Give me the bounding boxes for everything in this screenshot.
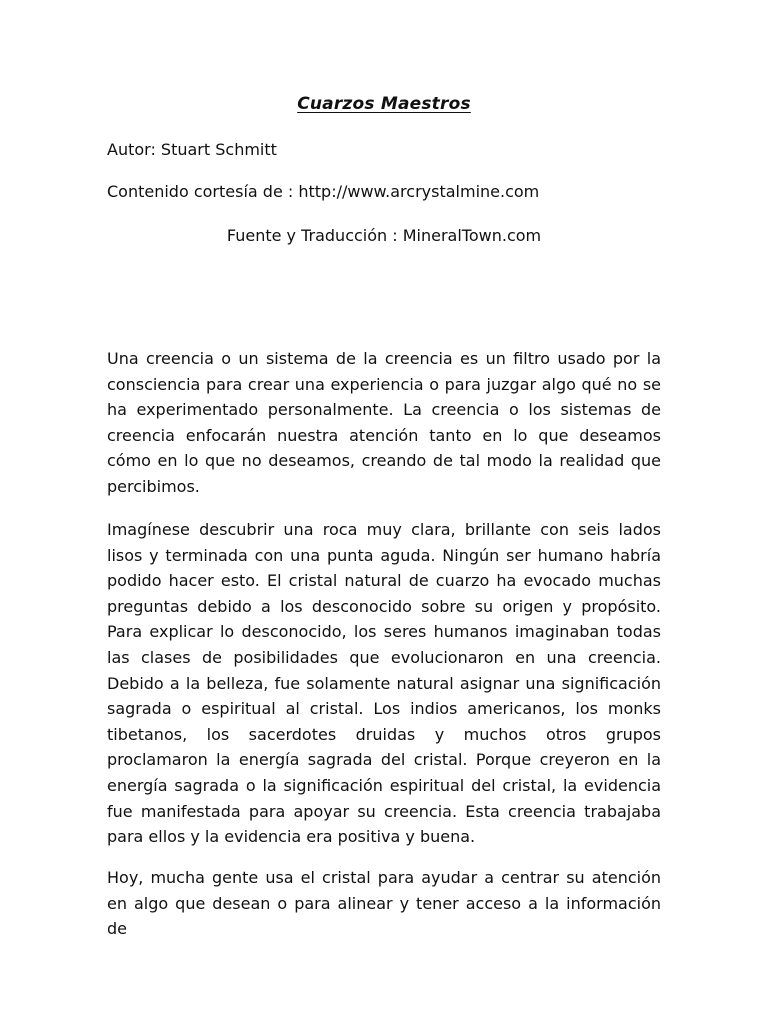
author-line: Autor: Stuart Schmitt — [107, 140, 277, 159]
paragraph-2: Imagínese descubrir una roca muy clara, brillante con seis lados lisos y terminada con una punta aguda. Ningún ser humano habría podido hacer esto. El cristal natural de cuarzo ha evocado muchas preguntas debido a los desconocido sobre su origen y propósito. Para explicar lo desconocido, los seres humanos imaginaban todas las clases de posibilidades que evolucionaron en una creencia. Debido a la belleza, fue solamente natural asignar una significación sagrada o espiritual al cristal. Los indios americanos, los monks tibetanos, los sacerdotes druidas y muchos otros grupos proclamaron la energía sagrada del cristal. Porque creyeron en la energía sagrada o la significación espiritual del cristal, la evidencia fue manifestada para apoyar su creencia. Esta creencia trabajaba para ellos y la evidencia era positiva y buena. — [107, 520, 661, 847]
paragraph-1: Una creencia o un sistema de la creencia es un filtro usado por la consciencia para crear una experiencia o para juzgar algo qué no se ha experimentado personalmente. La creencia o los sistemas de creencia enfocarán nuestra atención tanto en lo que deseamos cómo en lo que no deseamos, creando de tal modo la realidad que percibimos. — [107, 349, 661, 496]
document-title: Cuarzos Maestros — [297, 94, 471, 114]
source-line: Fuente y Traducción : MineralTown.com — [226, 226, 542, 245]
paragraph-3: Hoy, mucha gente usa el cristal para ayudar a centrar su atención en algo que desean o para alinear y tener acceso a la información de — [107, 868, 661, 939]
courtesy-line: Contenido cortesía de : http://www.arcrystalmine.com — [107, 182, 540, 201]
